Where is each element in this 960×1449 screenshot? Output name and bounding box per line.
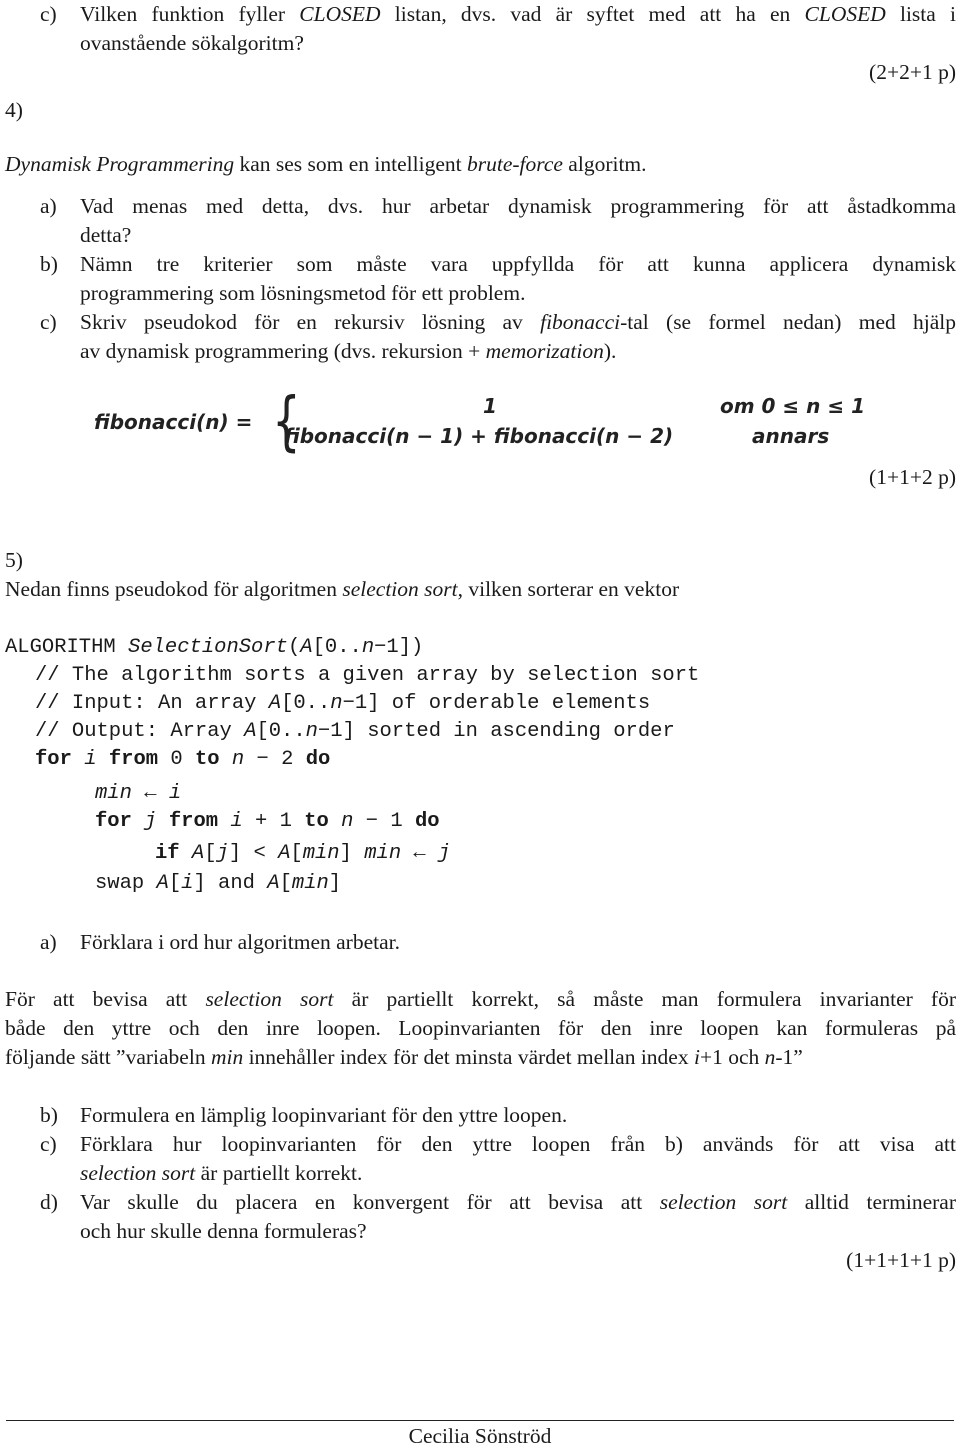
q5c-label: c) bbox=[40, 1132, 57, 1156]
q5-number: 5) bbox=[5, 548, 23, 572]
q4a-label: a) bbox=[40, 194, 57, 218]
q4-number: 4) bbox=[5, 98, 23, 122]
q4c-line2: av dynamisk programmering (dvs. rekursion + memorization). bbox=[80, 339, 617, 363]
code-line-swap: swap A[i] and A[min] bbox=[95, 872, 342, 895]
q5c-line1: Förklara hur loopinvarianten för den yttre loopen från b) används för att visa att bbox=[80, 1132, 956, 1156]
formula-case2-value: fibonacci(n − 1) + fibonacci(n − 2) bbox=[284, 424, 674, 448]
formula-case2-condition: annars bbox=[752, 424, 830, 448]
code-line-outer-loop: for i from 0 to n − 2 do bbox=[35, 748, 331, 771]
footer-divider bbox=[6, 1420, 954, 1421]
code-line-inner-loop: for j from i + 1 to n − 1 do bbox=[95, 810, 440, 833]
formula-case1-condition: om 0 ≤ n ≤ 1 bbox=[720, 394, 865, 418]
code-line-comment-desc: // The algorithm sorts a given array by selection sort bbox=[35, 664, 700, 687]
q5b-text: Formulera en lämplig loopinvariant för den yttre loopen. bbox=[80, 1103, 568, 1127]
q5b-label: b) bbox=[40, 1103, 58, 1127]
formula-case1-value: 1 bbox=[483, 394, 497, 418]
code-line-header: ALGORITHM SelectionSort(A[0..n−1]) bbox=[5, 636, 424, 659]
q3c-label: c) bbox=[40, 2, 57, 26]
q5-para-line1: För att bevisa att selection sort är partiellt korrekt, så måste man formulera invarianter för bbox=[5, 987, 956, 1011]
q4a-line1: Vad menas med detta, dvs. hur arbetar dynamisk programmering för att åstadkomma bbox=[80, 194, 956, 218]
q5-para-line2: både den yttre och den inre loopen. Loopinvarianten för den inre loopen kan formuleras på bbox=[5, 1016, 956, 1040]
code-line-comment-input: // Input: An array A[0..n−1] of orderable elements bbox=[35, 692, 651, 715]
code-line-if: if A[j] < A[min] min ← j bbox=[155, 842, 451, 865]
q4a-line2: detta? bbox=[80, 223, 132, 247]
q5d-line2: och hur skulle denna formuleras? bbox=[80, 1219, 367, 1243]
q4c-line1: Skriv pseudokod för en rekursiv lösning av fibonacci-tal (se formel nedan) med hjälp bbox=[80, 310, 957, 334]
q4-points: (1+1+2 p) bbox=[869, 465, 956, 489]
q5-para-line3: följande sätt ”variabeln min innehåller index för det minsta värdet mellan index i+1 och n-1” bbox=[5, 1045, 803, 1069]
q4b-line2: programmering som lösningsmetod för ett problem. bbox=[80, 281, 526, 305]
q5d-label: d) bbox=[40, 1190, 58, 1214]
q4b-line1: Nämn tre kriterier som måste vara uppfyllda för att kunna applicera dynamisk bbox=[80, 252, 956, 276]
footer-author: Cecilia Sönströd bbox=[408, 1424, 552, 1448]
code-line-min-assign: min ← i bbox=[95, 782, 182, 805]
q5c-line2: selection sort är partiellt korrekt. bbox=[80, 1161, 363, 1185]
q5a-text: Förklara i ord hur algoritmen arbetar. bbox=[80, 930, 401, 954]
q5d-line1: Var skulle du placera en konvergent för att bevisa att selection sort alltid terminerar bbox=[80, 1190, 957, 1214]
q3c-line2: ovanstående sökalgoritm? bbox=[80, 31, 304, 55]
formula-brace: { bbox=[272, 385, 301, 459]
q3c-line1: Vilken funktion fyller CLOSED listan, dvs. vad är syftet med att ha en CLOSED lista i bbox=[80, 2, 956, 26]
q5a-label: a) bbox=[40, 930, 57, 954]
formula-lhs: fibonacci(n) = bbox=[94, 410, 253, 434]
q5-intro: Nedan finns pseudokod för algoritmen selection sort, vilken sorterar en vektor bbox=[5, 577, 680, 601]
q4b-label: b) bbox=[40, 252, 58, 276]
q5-points: (1+1+1+1 p) bbox=[846, 1248, 956, 1272]
q4-intro: Dynamisk Programmering kan ses som en intelligent brute-force algoritm. bbox=[5, 152, 647, 176]
code-line-comment-output: // Output: Array A[0..n−1] sorted in ascending order bbox=[35, 720, 675, 743]
q4c-label: c) bbox=[40, 310, 57, 334]
fibonacci-formula bbox=[94, 385, 894, 460]
q3-points: (2+2+1 p) bbox=[869, 60, 956, 84]
